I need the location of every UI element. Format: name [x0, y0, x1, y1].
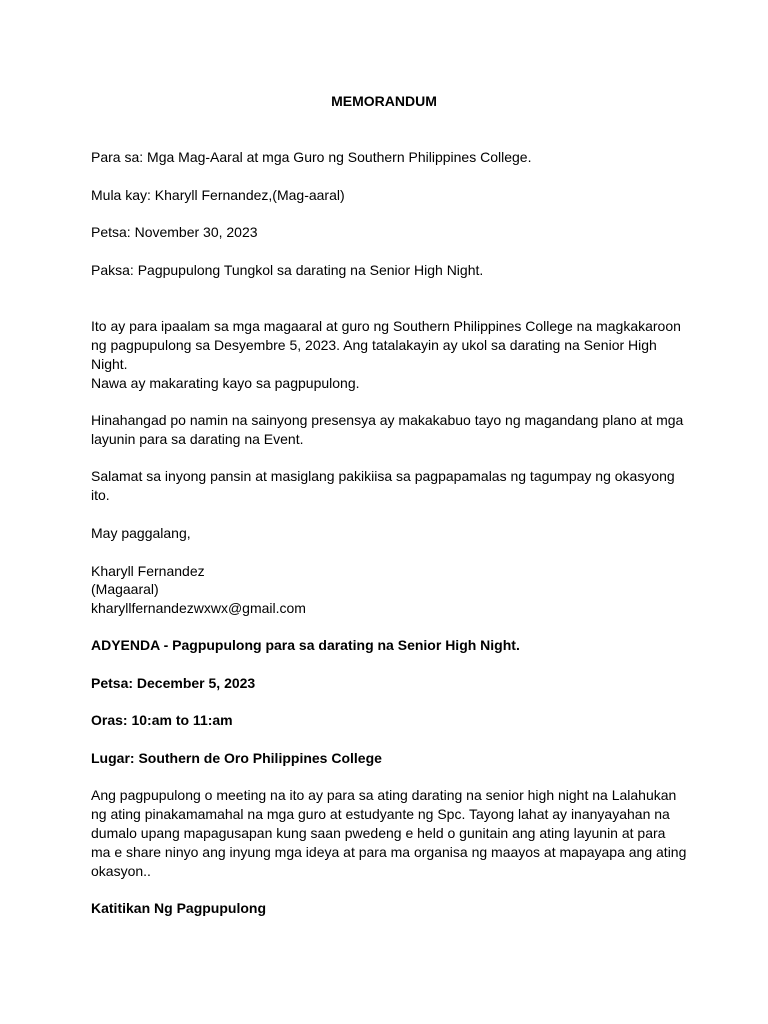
memo-from-line: Mula kay: Kharyll Fernandez,(Mag-aaral)	[91, 187, 345, 203]
memo-body-line: Night.	[91, 356, 128, 372]
memo-body-line: Ito ay para ipaalam sa mga magaaral at guro ng Southern Philippines College na magkakaroon	[91, 318, 681, 334]
agenda-heading: ADYENDA - Pagpupulong para sa darating na Senior High Night.	[91, 637, 520, 653]
memo-subject-line: Paksa: Pagpupulong Tungkol sa darating na Senior High Night.	[91, 262, 484, 278]
memo-to-line: Para sa: Mga Mag-Aaral at mga Guro ng Southern Philippines College.	[91, 149, 532, 165]
agenda-description-line: ma e share ninyo ang inyung mga ideya at para ma organisa ng maayos at mapayapa ang ating	[91, 844, 687, 860]
memo-body-line: Nawa ay makarating kayo sa pagpupulong.	[91, 375, 360, 391]
agenda-place: Lugar: Southern de Oro Philippines College	[91, 750, 382, 766]
agenda-description-line: okasyon..	[91, 863, 151, 879]
memo-closing: May paggalang,	[91, 525, 191, 541]
agenda-description-line: dumalo upang mapagusapan kung saan pwedeng e held o gunitain ang ating layunin at para	[91, 825, 666, 841]
signature-name: Kharyll Fernandez	[91, 563, 205, 579]
memo-date-line: Petsa: November 30, 2023	[91, 224, 258, 240]
memo-body-line: layunin para sa darating na Event.	[91, 431, 304, 447]
signature-role: (Magaaral)	[91, 581, 159, 597]
memo-title: MEMORANDUM	[331, 93, 437, 109]
memo-body-line: ng pagpupulong sa Desyembre 5, 2023. Ang tatalakayin ay ukol sa darating na Senior High	[91, 337, 657, 353]
agenda-date: Petsa: December 5, 2023	[91, 675, 256, 691]
minutes-heading: Katitikan Ng Pagpupulong	[91, 900, 266, 916]
agenda-description-line: ng ating pinakamamahal na mga guro at estudyante ng Spc. Tayong lahat ay inanyayahan na	[91, 806, 670, 822]
agenda-time: Oras: 10:am to 11:am	[91, 712, 233, 728]
memo-body-line: Hinahangad po namin na sainyong presensya ay makakabuo tayo ng magandang plano at mga	[91, 412, 684, 428]
signature-email: kharyllfernandezwxwx@gmail.com	[91, 600, 306, 616]
memo-body-line: Salamat sa inyong pansin at masiglang pakikiisa sa pagpapamalas ng tagumpay ng okasyong	[91, 468, 675, 484]
agenda-description-line: Ang pagpupulong o meeting na ito ay para sa ating darating na senior high night na Lalahukan	[91, 787, 677, 803]
memo-body-line: ito.	[91, 487, 110, 503]
